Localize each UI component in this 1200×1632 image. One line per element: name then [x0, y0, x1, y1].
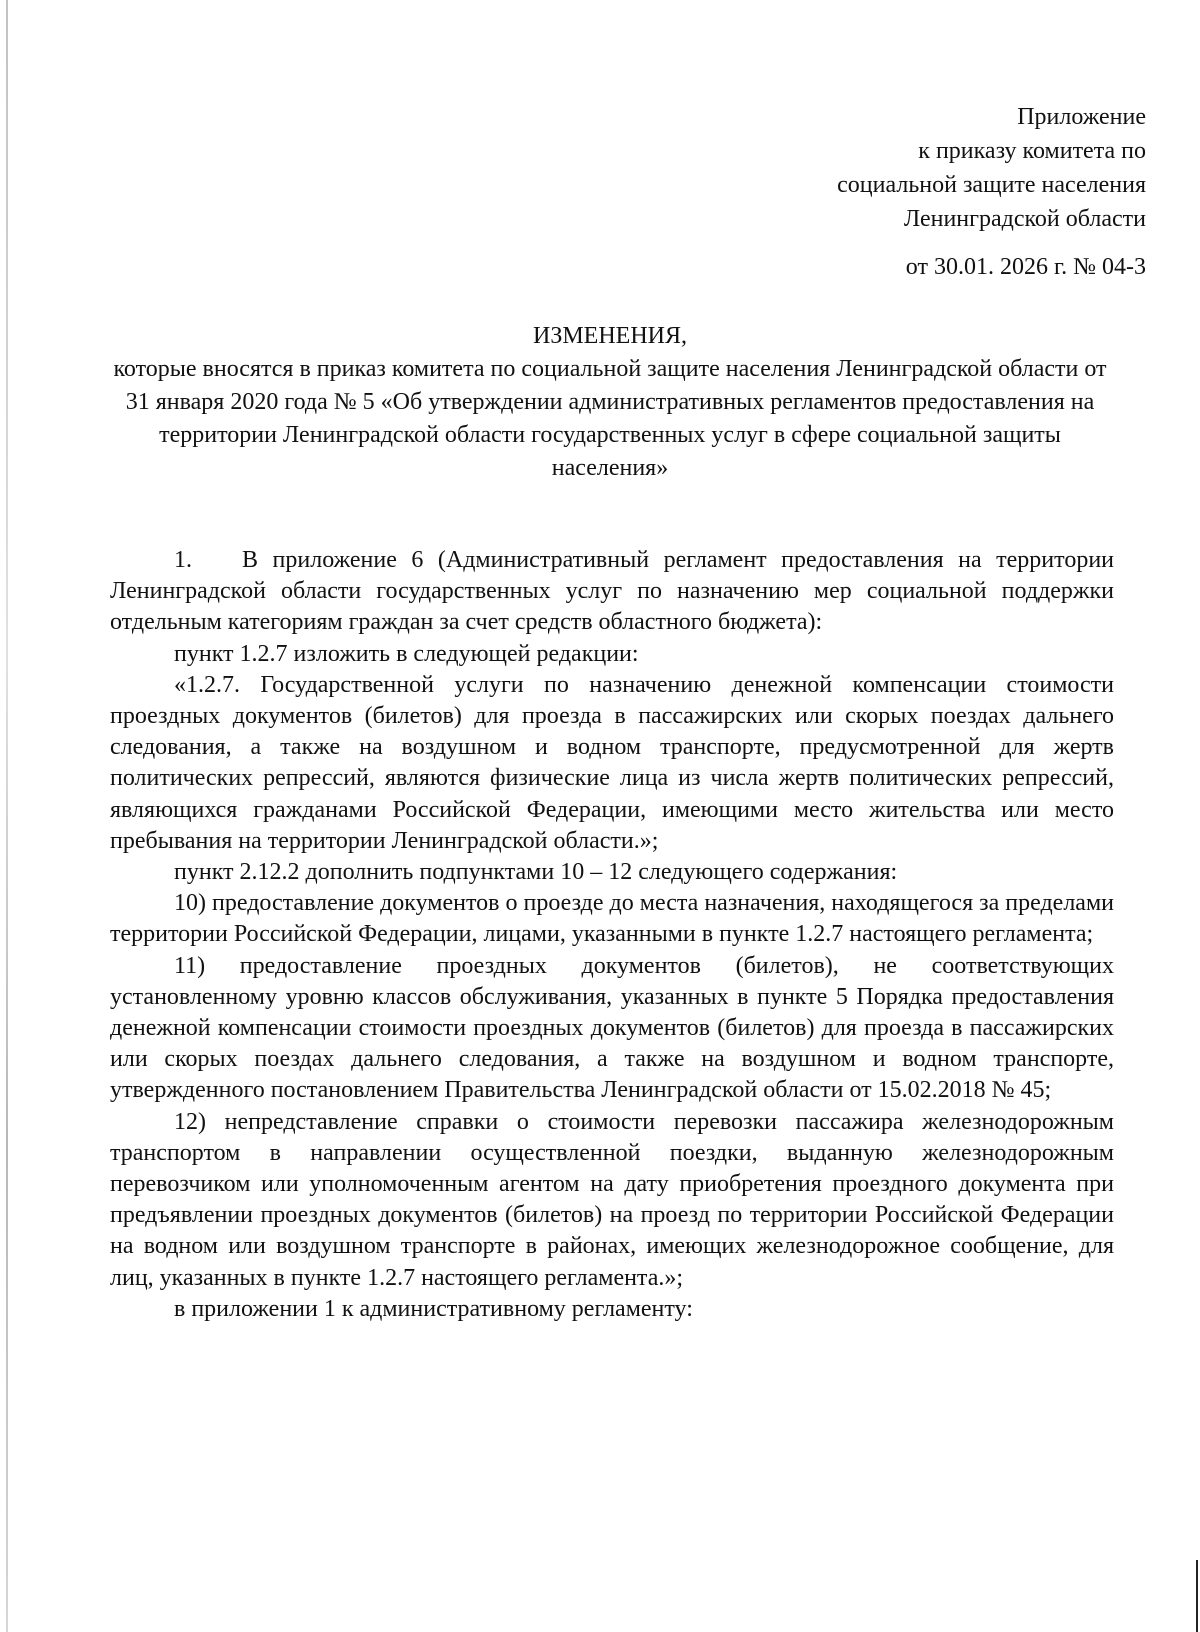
- scan-edge-left: [6, 0, 8, 1632]
- paragraph-7: 12) непредставление справки о стоимости перевозки пассажира железнодорожным транспортом в направлении осуществленной поездки, выданную железнодорожным перевозчиком или уполномоченным агентом на дату приобретения проездного документа при предъявлении проездных документов (билетов) на проезд по территории Российской Федерации на водном или воздушном транспорте в районах, имеющих железнодорожное сообщение, для лиц, указанных в пункте 1.2.7 настоящего регламента.»;: [110, 1108, 1114, 1291]
- paragraph-3: «1.2.7. Государственной услуги по назначению денежной компенсации стоимости проездных документов (билетов) для проезда в пассажирских или скорых поездах дальнего следования, а также на воздушном и водном транспорте, предусмотренной для жертв политических репрессий, являются физические лица из числа жертв политических репрессий, являющихся гражданами Российской Федерации, имеющими место жительства или место пребывания на территории Ленинградской области.»;: [110, 671, 1114, 854]
- title-subtitle: которые вносятся в приказ комитета по социальной защите населения Ленинградской области от 31 января 2020 года № 5 «Об утверждении административных регламентов предоставления на территории Ленинградской области государственных услуг в сфере социальной защиты населения»: [113, 356, 1107, 481]
- title-heading: ИЗМЕНЕНИЯ,: [532, 323, 688, 349]
- paragraph-1-number: 1.: [174, 547, 192, 573]
- appendix-header: [837, 100, 1146, 284]
- header-line-2: к приказу комитета по: [918, 138, 1146, 164]
- scan-edge-right: [1196, 1560, 1198, 1632]
- paragraph-8: в приложении 1 к административному регламенту:: [174, 1295, 693, 1322]
- paragraph-6: 11) предоставление проездных документов (билетов), не соответствующих установленному уровню классов обслуживания, указанных в пункте 5 Порядка предоставления денежной компенсации стоимости проездных документов (билетов) для проезда в пассажирских или скорых поездах дальнего следования, а также на воздушном и водном транспорте, утвержденного постановлением Правительства Ленинградской области от 15.02.2018 № 45;: [110, 952, 1114, 1104]
- paragraph-1: [110, 545, 1114, 639]
- document-title: [110, 320, 1110, 485]
- paragraph-4: пункт 2.12.2 дополнить подпунктами 10 – 12 следующего содержания:: [174, 859, 898, 886]
- header-line-1: Приложение: [1017, 104, 1146, 130]
- header-date: от 30.01. 2026 г. № 04-3: [905, 254, 1146, 280]
- document-body: [110, 545, 1114, 1325]
- paragraph-1-text: В приложение 6 (Административный регламент предоставления на территории Ленинградской области государственных услуг по назначению мер социальной поддержки отдельным категориям граждан за счет средств областного бюджета):: [110, 547, 1114, 636]
- paragraph-2: пункт 1.2.7 изложить в следующей редакции:: [174, 640, 639, 667]
- header-line-4: Ленинградской области: [903, 206, 1146, 232]
- header-line-3: социальной защите населения: [837, 172, 1146, 198]
- paragraph-5: 10) предоставление документов о проезде до места назначения, находящегося за пределами территории Российской Федерации, лицами, указанными в пункте 1.2.7 настоящего регламента;: [110, 890, 1114, 948]
